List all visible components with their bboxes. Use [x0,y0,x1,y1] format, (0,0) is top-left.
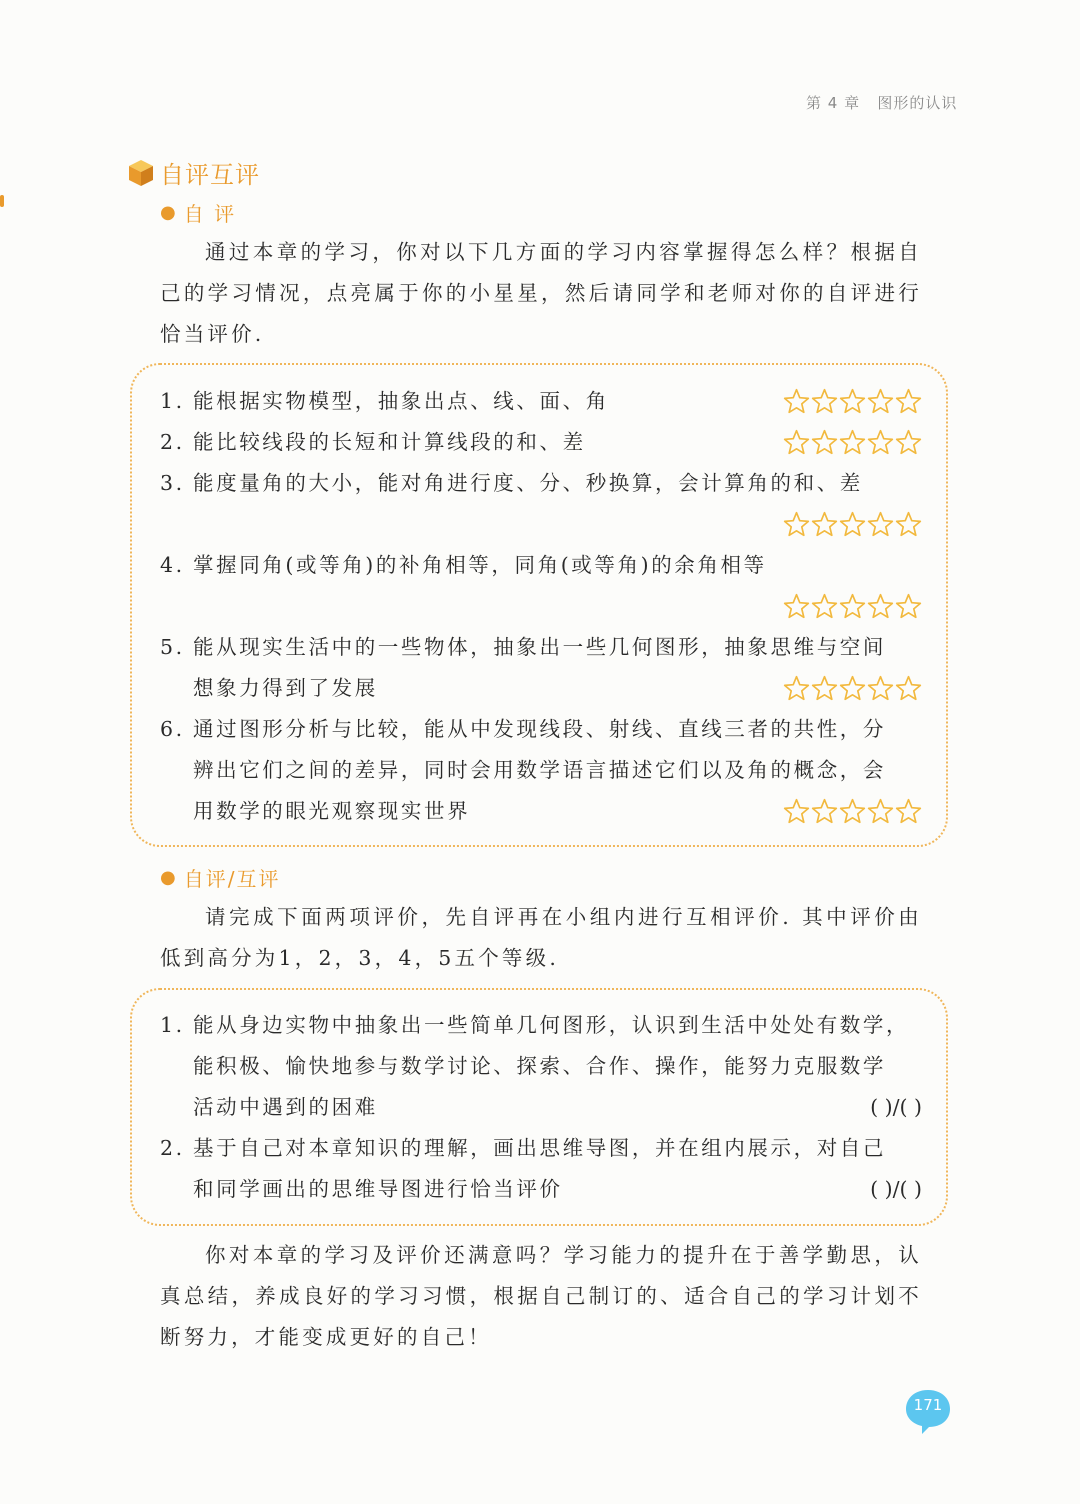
item-number: 4. [160,553,185,577]
chapter-number: 第 4 章 [806,94,861,112]
star-icon[interactable] [839,798,866,825]
mutual-eval-heading-text: 自评/互评 [183,867,281,891]
closing-paragraph: 你对本章的学习及评价还满意吗？学习能力的提升在于善学勤思，认真总结，养成良好的学习习惯，根据自己制订的、适合自己的学习计划不断努力，才能变成更好的自己！ [160,1243,922,1349]
star-icon[interactable] [867,798,894,825]
item-number: 3. [160,471,185,495]
margin-mark [0,195,4,207]
item-text-line: 能积极、愉快地参与数学讨论、探索、合作、操作，能努力克服数学 [193,1054,886,1078]
mutual-eval-intro: 请完成下面两项评价，先自评再在小组内进行互相评价. 其中评价由低到高分为1，2，3，4，5五个等级. [160,905,922,970]
star-icon[interactable] [783,511,810,538]
item-text-line: 能从现实生活中的一些物体，抽象出一些几何图形，抽象思维与空间 [193,635,886,659]
star-icon[interactable] [811,511,838,538]
chapter-title: 图形的认识 [877,94,958,112]
mutual-eval-heading [160,863,280,892]
star-icon[interactable] [867,429,894,456]
star-icon[interactable] [811,429,838,456]
item-text-line: 能度量角的大小，能对角进行度、分、秒换算，会计算角的和、差 [193,471,863,495]
star-icon[interactable] [895,798,922,825]
star-icon[interactable] [783,388,810,415]
item-text-line: 用数学的眼光观察现实世界 [193,799,471,823]
rating-blank[interactable]: ( )/( ) [870,1095,922,1119]
item-number: 6. [160,717,185,741]
star-icon[interactable] [895,388,922,415]
star-icon[interactable] [839,429,866,456]
item-text-line: 和同学画出的思维导图进行恰当评价 [193,1177,563,1201]
star-icon[interactable] [783,429,810,456]
star-rating[interactable] [783,798,922,825]
running-header [806,92,966,113]
item-text-line: 能从身边实物中抽象出一些简单几何图形，认识到生活中处处有数学， [193,1013,910,1037]
star-rating[interactable] [783,511,922,538]
star-icon[interactable] [839,388,866,415]
bullet-icon: ● [160,867,178,888]
star-icon[interactable] [839,511,866,538]
star-icon[interactable] [867,511,894,538]
star-icon[interactable] [783,675,810,702]
star-icon[interactable] [811,798,838,825]
star-icon[interactable] [867,388,894,415]
item-number: 2. [160,1136,185,1160]
item-text-line: 想象力得到了发展 [193,676,378,700]
star-icon[interactable] [867,593,894,620]
item-text-line: 活动中遇到的困难 [193,1095,378,1119]
rating-blank[interactable]: ( )/( ) [870,1177,922,1201]
star-icon[interactable] [783,593,810,620]
star-icon[interactable] [839,675,866,702]
star-icon[interactable] [895,593,922,620]
star-icon[interactable] [895,429,922,456]
star-rating[interactable] [783,388,922,415]
item-number: 1. [160,389,185,413]
star-icon[interactable] [811,675,838,702]
self-eval-heading-text: 自 评 [183,202,237,226]
item-number: 5. [160,635,185,659]
star-rating[interactable] [783,593,922,620]
item-text-line: 掌握同角(或等角)的补角相等，同角(或等角)的余角相等 [193,553,767,577]
item-text-line: 能根据实物模型，抽象出点、线、面、角 [193,389,609,413]
item-text-line: 能比较线段的长短和计算线段的和、差 [193,430,586,454]
page-number-badge [904,1388,952,1436]
star-icon[interactable] [895,511,922,538]
page-number: 171 [913,1396,943,1414]
item-number: 1. [160,1013,185,1037]
star-icon[interactable] [783,798,810,825]
star-icon[interactable] [811,593,838,620]
self-eval-heading [160,198,236,227]
section-title [128,155,260,190]
cube-icon [128,159,154,187]
item-number: 2. [160,430,185,454]
star-icon[interactable] [895,675,922,702]
item-text-line: 通过图形分析与比较，能从中发现线段、射线、直线三者的共性，分 [193,717,886,741]
star-icon[interactable] [811,388,838,415]
star-icon[interactable] [839,593,866,620]
self-eval-intro: 通过本章的学习，你对以下几方面的学习内容掌握得怎么样？根据自己的学习情况，点亮属于你的小星星，然后请同学和老师对你的自评进行恰当评价. [160,240,922,346]
item-text-line: 基于自己对本章知识的理解，画出思维导图，并在组内展示，对自己 [193,1136,886,1160]
star-icon[interactable] [867,675,894,702]
section-title-text: 自评互评 [160,161,260,189]
star-rating[interactable] [783,429,922,456]
bullet-icon: ● [160,202,178,223]
item-text-line: 辨出它们之间的差异，同时会用数学语言描述它们以及角的概念，会 [193,758,886,782]
star-rating[interactable] [783,675,922,702]
